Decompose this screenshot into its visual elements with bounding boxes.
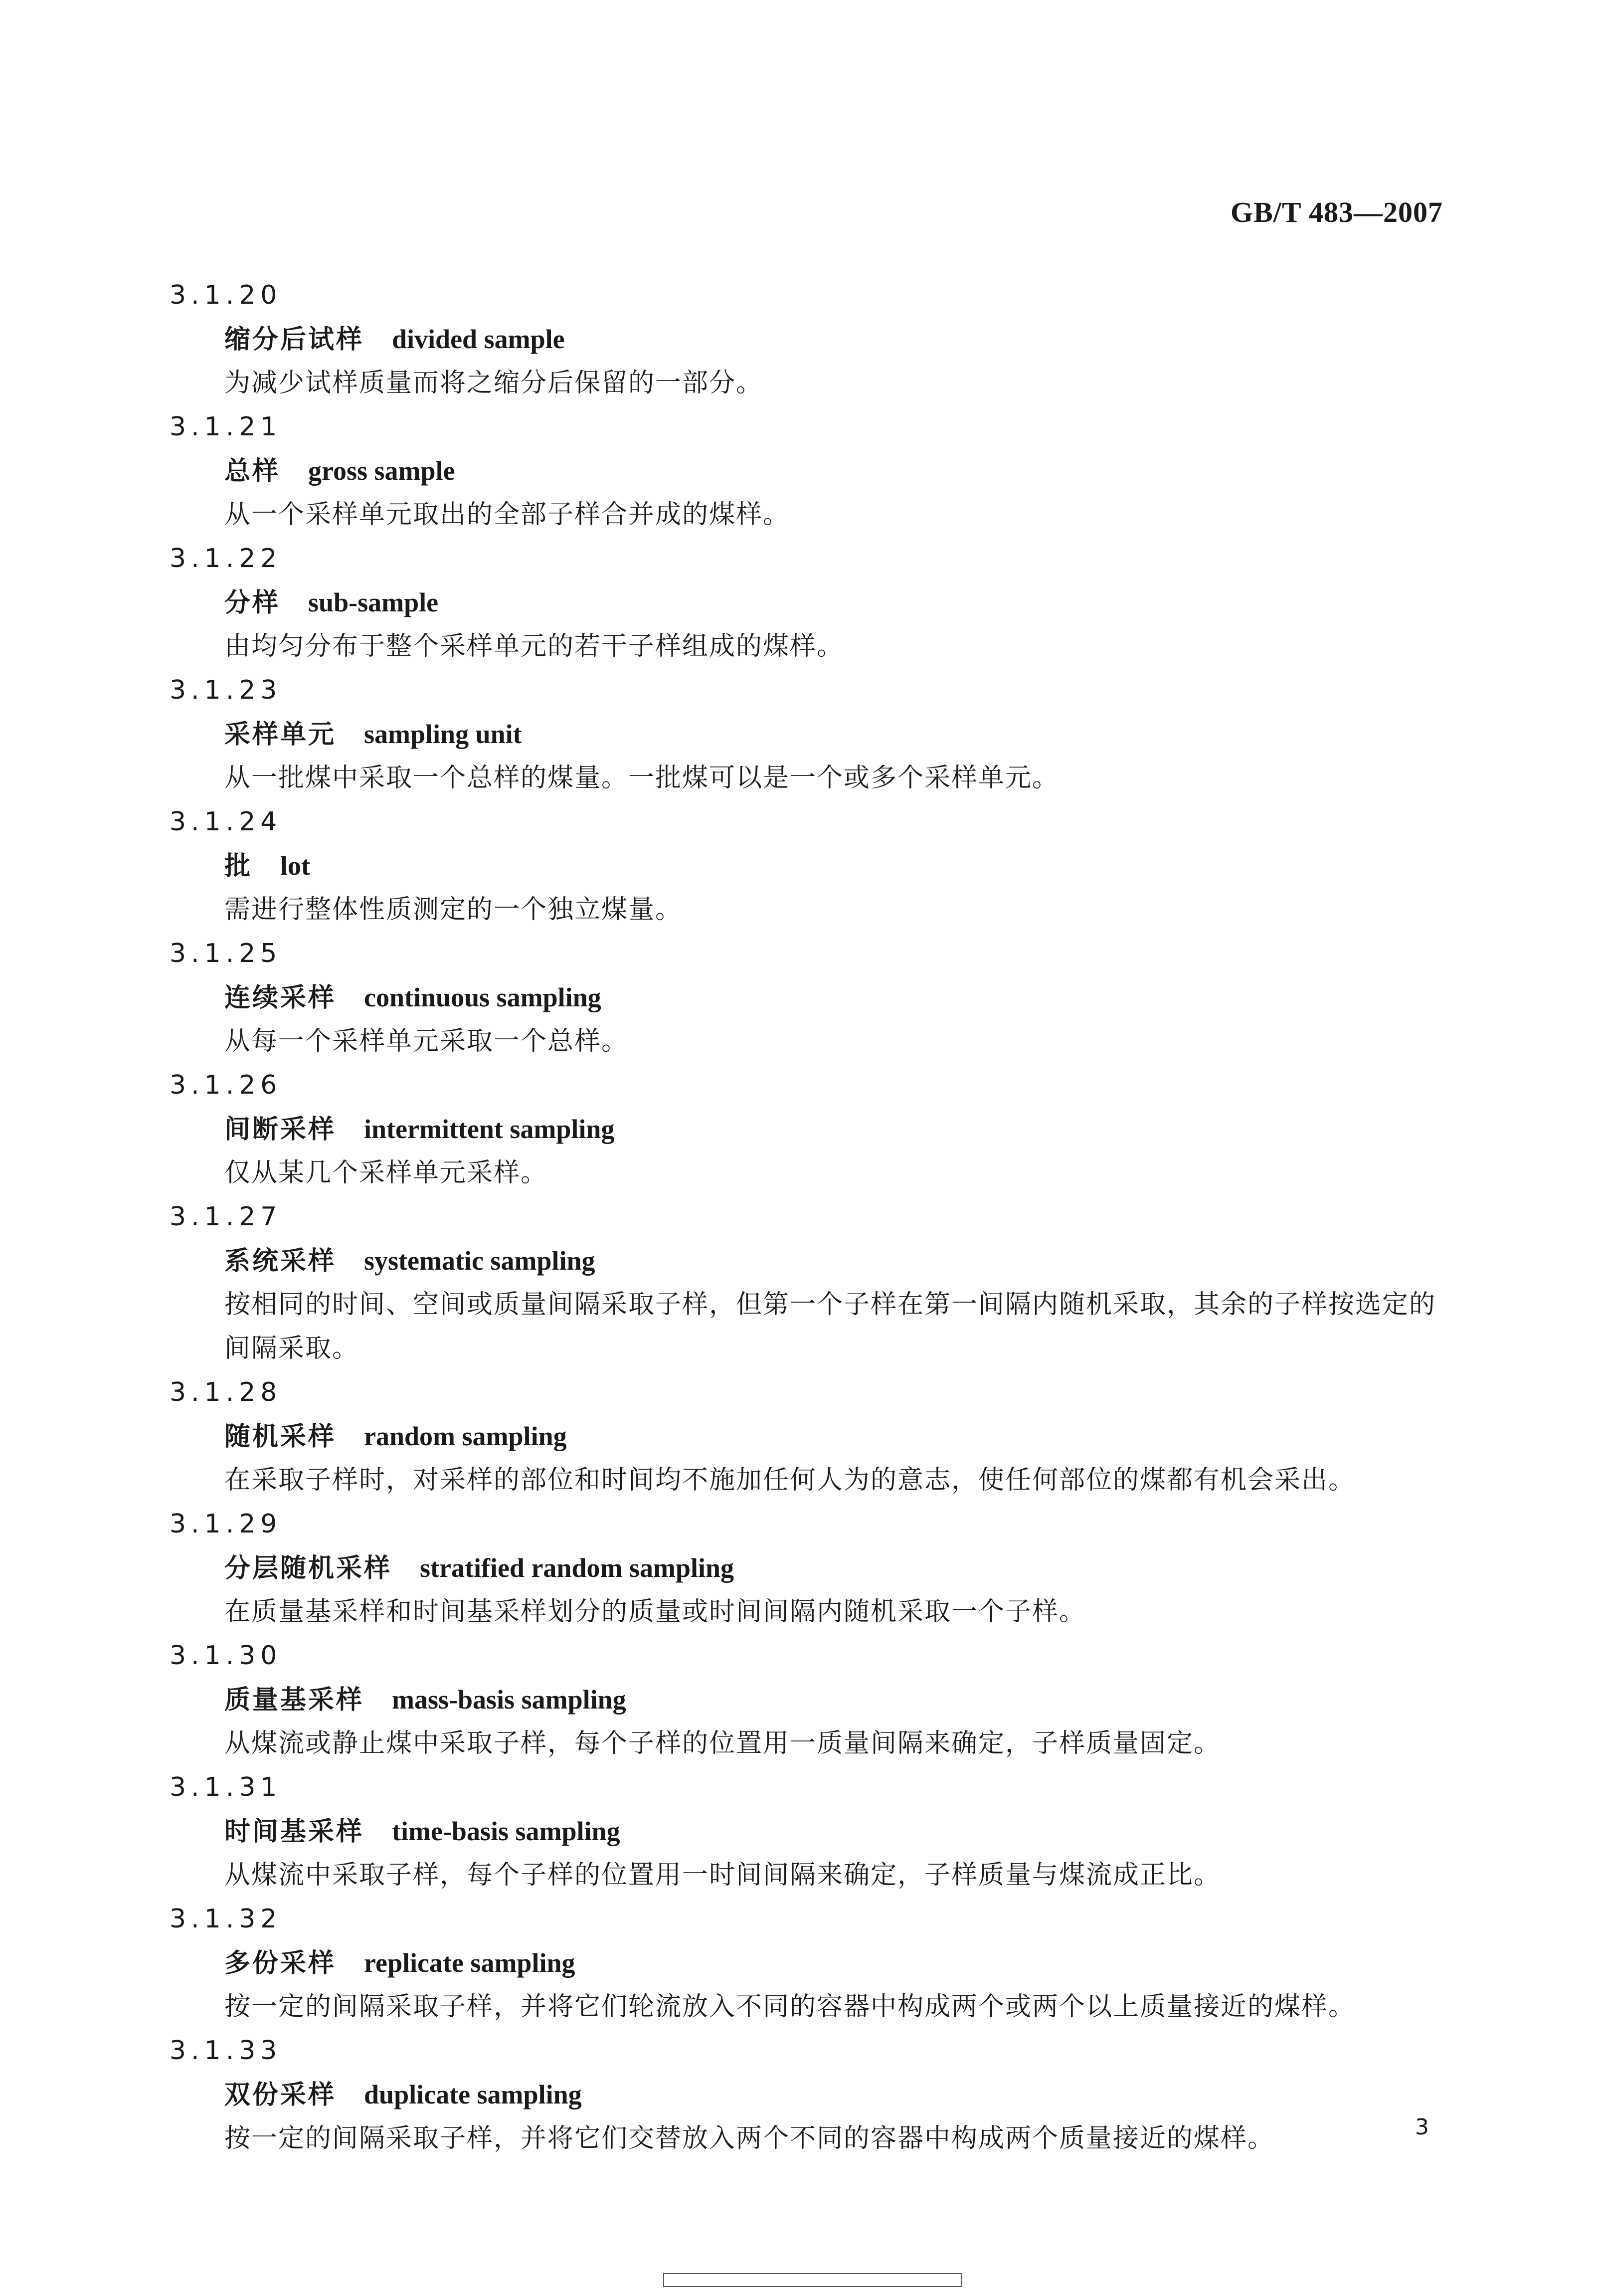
term-definition: 由均匀分布于整个采样单元的若干子样组成的煤样。 <box>224 631 844 661</box>
clause-number: 3.1.25 <box>170 939 282 968</box>
term-entry <box>0 1195 1599 1370</box>
term-definition: 为减少试样质量而将之缩分后保留的一部分。 <box>224 368 763 398</box>
term-definition: 按一定的间隔采取子样，并将它们轮流放入不同的容器中构成两个或两个以上质量接近的煤样。 <box>224 1992 1356 2022</box>
term-entry <box>0 273 1599 405</box>
term-definition: 从煤流或静止煤中采取子样，每个子样的位置用一质量间隔来确定，子样质量固定。 <box>224 1728 1221 1758</box>
term-heading <box>224 1414 1599 1458</box>
term-chinese: 采样单元 <box>224 720 337 750</box>
clause-number: 3.1.22 <box>170 544 282 574</box>
term-chinese: 总样 <box>224 456 281 486</box>
term-chinese: 间断采样 <box>224 1115 337 1145</box>
term-entry <box>0 1370 1599 1502</box>
term-chinese: 系统采样 <box>224 1246 337 1276</box>
term-entry <box>0 1634 1599 1765</box>
term-definition: 从一批煤中采取一个总样的煤量。一批煤可以是一个或多个采样单元。 <box>224 763 1060 793</box>
term-english: random sampling <box>364 1421 567 1451</box>
term-heading <box>224 1107 1599 1151</box>
term-definition: 仅从某几个采样单元采样。 <box>224 1158 548 1188</box>
term-definition: 从煤流中采取子样，每个子样的位置用一时间间隔来确定，子样质量与煤流成正比。 <box>224 1860 1221 1890</box>
term-heading <box>224 449 1599 493</box>
term-english: stratified random sampling <box>420 1553 734 1583</box>
clause-number: 3.1.21 <box>170 412 282 442</box>
clause-number: 3.1.31 <box>170 1772 282 1802</box>
term-entry <box>0 1897 1599 2029</box>
clause-number: 3.1.29 <box>170 1509 282 1539</box>
term-english: continuous sampling <box>364 982 601 1012</box>
term-english: mass-basis sampling <box>392 1685 626 1715</box>
term-chinese: 多份采样 <box>224 1948 337 1978</box>
standard-code: GB/T 483—2007 <box>1231 196 1443 228</box>
term-chinese: 时间基采样 <box>224 1817 364 1847</box>
term-chinese: 分样 <box>224 588 281 618</box>
term-definition: 在质量基采样和时间基采样划分的质量或时间间隔内随机采取一个子样。 <box>224 1597 1086 1627</box>
term-entry <box>0 537 1599 668</box>
clause-number: 3.1.24 <box>170 807 282 837</box>
term-heading <box>224 1941 1599 1985</box>
term-chinese: 分层随机采样 <box>224 1553 392 1583</box>
clause-number: 3.1.30 <box>170 1641 282 1671</box>
term-english: gross sample <box>308 456 455 486</box>
term-heading <box>224 1239 1599 1283</box>
term-entry <box>0 405 1599 537</box>
term-english: sampling unit <box>364 719 522 749</box>
term-heading <box>224 2073 1599 2116</box>
term-heading <box>224 317 1599 361</box>
term-definition: 按相同的时间、空间或质量间隔采取子样，但第一个子样在第一间隔内随机采取，其余的子样按选定的间隔采取。 <box>224 1290 1436 1363</box>
term-english: sub-sample <box>308 587 439 617</box>
term-entry <box>0 2029 1599 2160</box>
clause-number: 3.1.20 <box>170 280 282 310</box>
term-entry <box>0 800 1599 932</box>
term-chinese: 随机采样 <box>224 1422 337 1452</box>
term-heading <box>224 580 1599 624</box>
footer-strip <box>663 2273 962 2287</box>
term-heading <box>224 975 1599 1019</box>
term-english: intermittent sampling <box>364 1114 615 1144</box>
term-chinese: 质量基采样 <box>224 1685 364 1715</box>
term-entry <box>0 932 1599 1063</box>
clause-number: 3.1.32 <box>170 1904 282 1934</box>
term-list <box>0 273 1599 2160</box>
clause-number: 3.1.27 <box>170 1202 282 1232</box>
term-chinese: 双份采样 <box>224 2080 337 2110</box>
term-chinese: 缩分后试样 <box>224 325 364 355</box>
term-definition: 需进行整体性质测定的一个独立煤量。 <box>224 895 683 925</box>
clause-number: 3.1.26 <box>170 1070 282 1100</box>
term-heading <box>224 1546 1599 1590</box>
term-definition: 从每一个采样单元采取一个总样。 <box>224 1026 629 1056</box>
page-number: 3 <box>1415 2114 1429 2140</box>
term-entry <box>0 1063 1599 1195</box>
clause-number: 3.1.33 <box>170 2036 282 2066</box>
term-english: duplicate sampling <box>364 2080 582 2109</box>
term-entry <box>0 1502 1599 1634</box>
term-definition: 从一个采样单元取出的全部子样合并成的煤样。 <box>224 500 790 530</box>
term-chinese: 连续采样 <box>224 983 337 1013</box>
term-definition: 在采取子样时，对采样的部位和时间均不施加任何人为的意志，使任何部位的煤都有机会采出。 <box>224 1465 1356 1495</box>
term-heading <box>224 1809 1599 1853</box>
term-heading <box>224 712 1599 756</box>
term-english: replicate sampling <box>364 1948 575 1978</box>
term-heading <box>224 1678 1599 1722</box>
clause-number: 3.1.28 <box>170 1377 282 1407</box>
term-heading <box>224 844 1599 888</box>
term-english: time-basis sampling <box>392 1816 620 1846</box>
term-english: lot <box>280 851 311 881</box>
term-entry <box>0 668 1599 800</box>
clause-number: 3.1.23 <box>170 675 282 705</box>
term-english: systematic sampling <box>364 1246 595 1276</box>
term-entry <box>0 1765 1599 1897</box>
term-english: divided sample <box>392 324 565 354</box>
term-chinese: 批 <box>224 851 253 881</box>
term-definition: 按一定的间隔采取子样，并将它们交替放入两个不同的容器中构成两个质量接近的煤样。 <box>224 2123 1275 2153</box>
